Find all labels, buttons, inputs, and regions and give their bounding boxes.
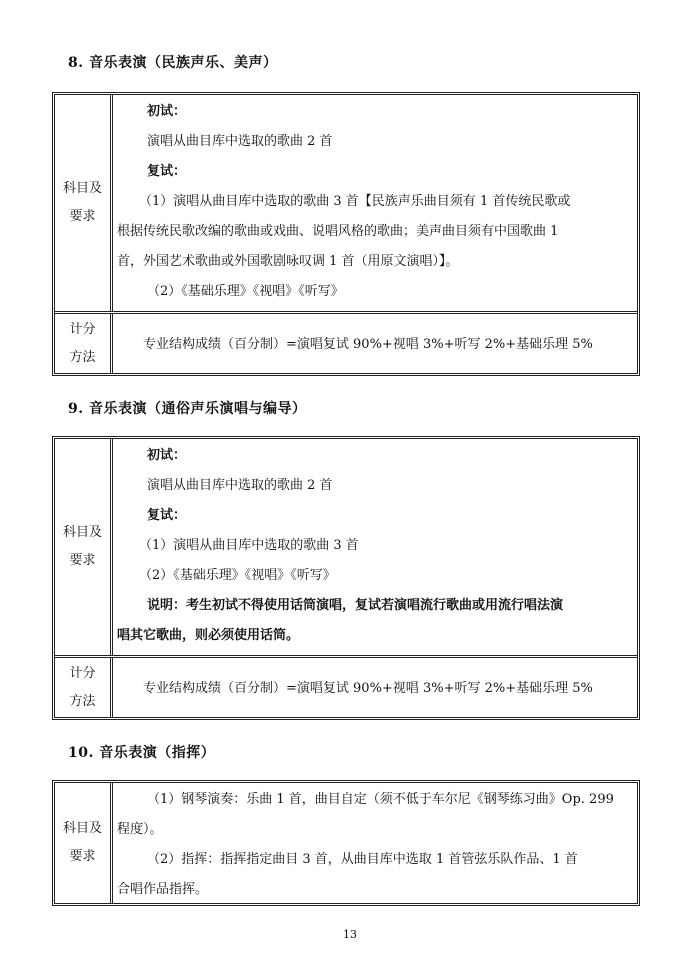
method-text: 专业结构成绩（百分制）=演唱复试 90%+视唱 3%+听写 2%+基础乐理 5%: [143, 680, 593, 696]
note-text: 说明：考生初试不得使用话筒演唱，复试若演唱流行歌曲或用流行唱法演: [147, 598, 564, 613]
section-10-heading: 10. 音乐表演（指挥）: [68, 745, 216, 761]
requirements-content: [113, 439, 637, 655]
requirements-row: [55, 783, 637, 903]
retest-item-1: （1）演唱从曲目库中选取的歌曲 3 首: [139, 538, 359, 553]
section-8-table: [52, 92, 640, 376]
prelim-text: 演唱从曲目库中选取的歌曲 2 首: [147, 478, 333, 493]
method-text: 专业结构成绩（百分制）=演唱复试 90%+视唱 3%+听写 2%+基础乐理 5%: [143, 336, 593, 352]
piano-requirement-cont: 程度）。: [117, 822, 163, 837]
section-9-heading: 9. 音乐表演（通俗声乐演唱与编导）: [68, 401, 307, 417]
requirements-label: 科目及 要求: [55, 439, 113, 655]
method-row: [55, 655, 637, 717]
retest-item-1: （1）演唱从曲目库中选取的歌曲 3 首【民族声乐曲目须有 1 首传统民歌或: [139, 194, 571, 209]
requirements-row: [55, 95, 637, 311]
section-8-heading: 8. 音乐表演（民族声乐、美声）: [68, 55, 278, 71]
prelim-text: 演唱从曲目库中选取的歌曲 2 首: [147, 134, 333, 149]
page-number: 13: [343, 928, 357, 941]
requirements-content: [113, 783, 637, 903]
piano-requirement: （1）钢琴演奏：乐曲 1 首，曲目自定（须不低于车尔尼《钢琴练习曲》Op. 299: [147, 792, 614, 807]
requirements-content: [113, 95, 637, 311]
requirements-label: 科目及 要求: [55, 783, 113, 903]
retest-item-2: （2）《基础乐理》《视唱》《听写》: [147, 284, 344, 299]
requirements-row: [55, 439, 637, 655]
requirements-label: 科目及 要求: [55, 95, 113, 311]
conducting-requirement: （2）指挥：指挥指定曲目 3 首，从曲目库中选取 1 首管弦乐队作品、1 首: [147, 852, 578, 867]
prelim-title: 初试：: [147, 104, 187, 119]
conducting-requirement-cont: 合唱作品指挥。: [117, 882, 209, 897]
retest-item-1-cont: 根据传统民歌改编的歌曲或戏曲、说唱风格的歌曲；美声曲目须有中国歌曲 1: [117, 224, 559, 239]
method-label: 计分 方法: [55, 314, 113, 373]
retest-item-1-cont: 首，外国艺术歌曲或外国歌剧咏叹调 1 首（用原文演唱）】。: [117, 254, 459, 269]
retest-item-2: （2）《基础乐理》《视唱》《听写》: [139, 568, 336, 583]
section-10-table: [52, 780, 640, 906]
retest-title: 复试：: [147, 508, 187, 523]
section-9-table: [52, 436, 640, 720]
method-row: [55, 311, 637, 373]
retest-title: 复试：: [147, 164, 187, 179]
method-label: 计分 方法: [55, 658, 113, 717]
note-text-cont: 唱其它歌曲，则必须使用话筒。: [117, 628, 300, 643]
prelim-title: 初试：: [147, 448, 187, 463]
